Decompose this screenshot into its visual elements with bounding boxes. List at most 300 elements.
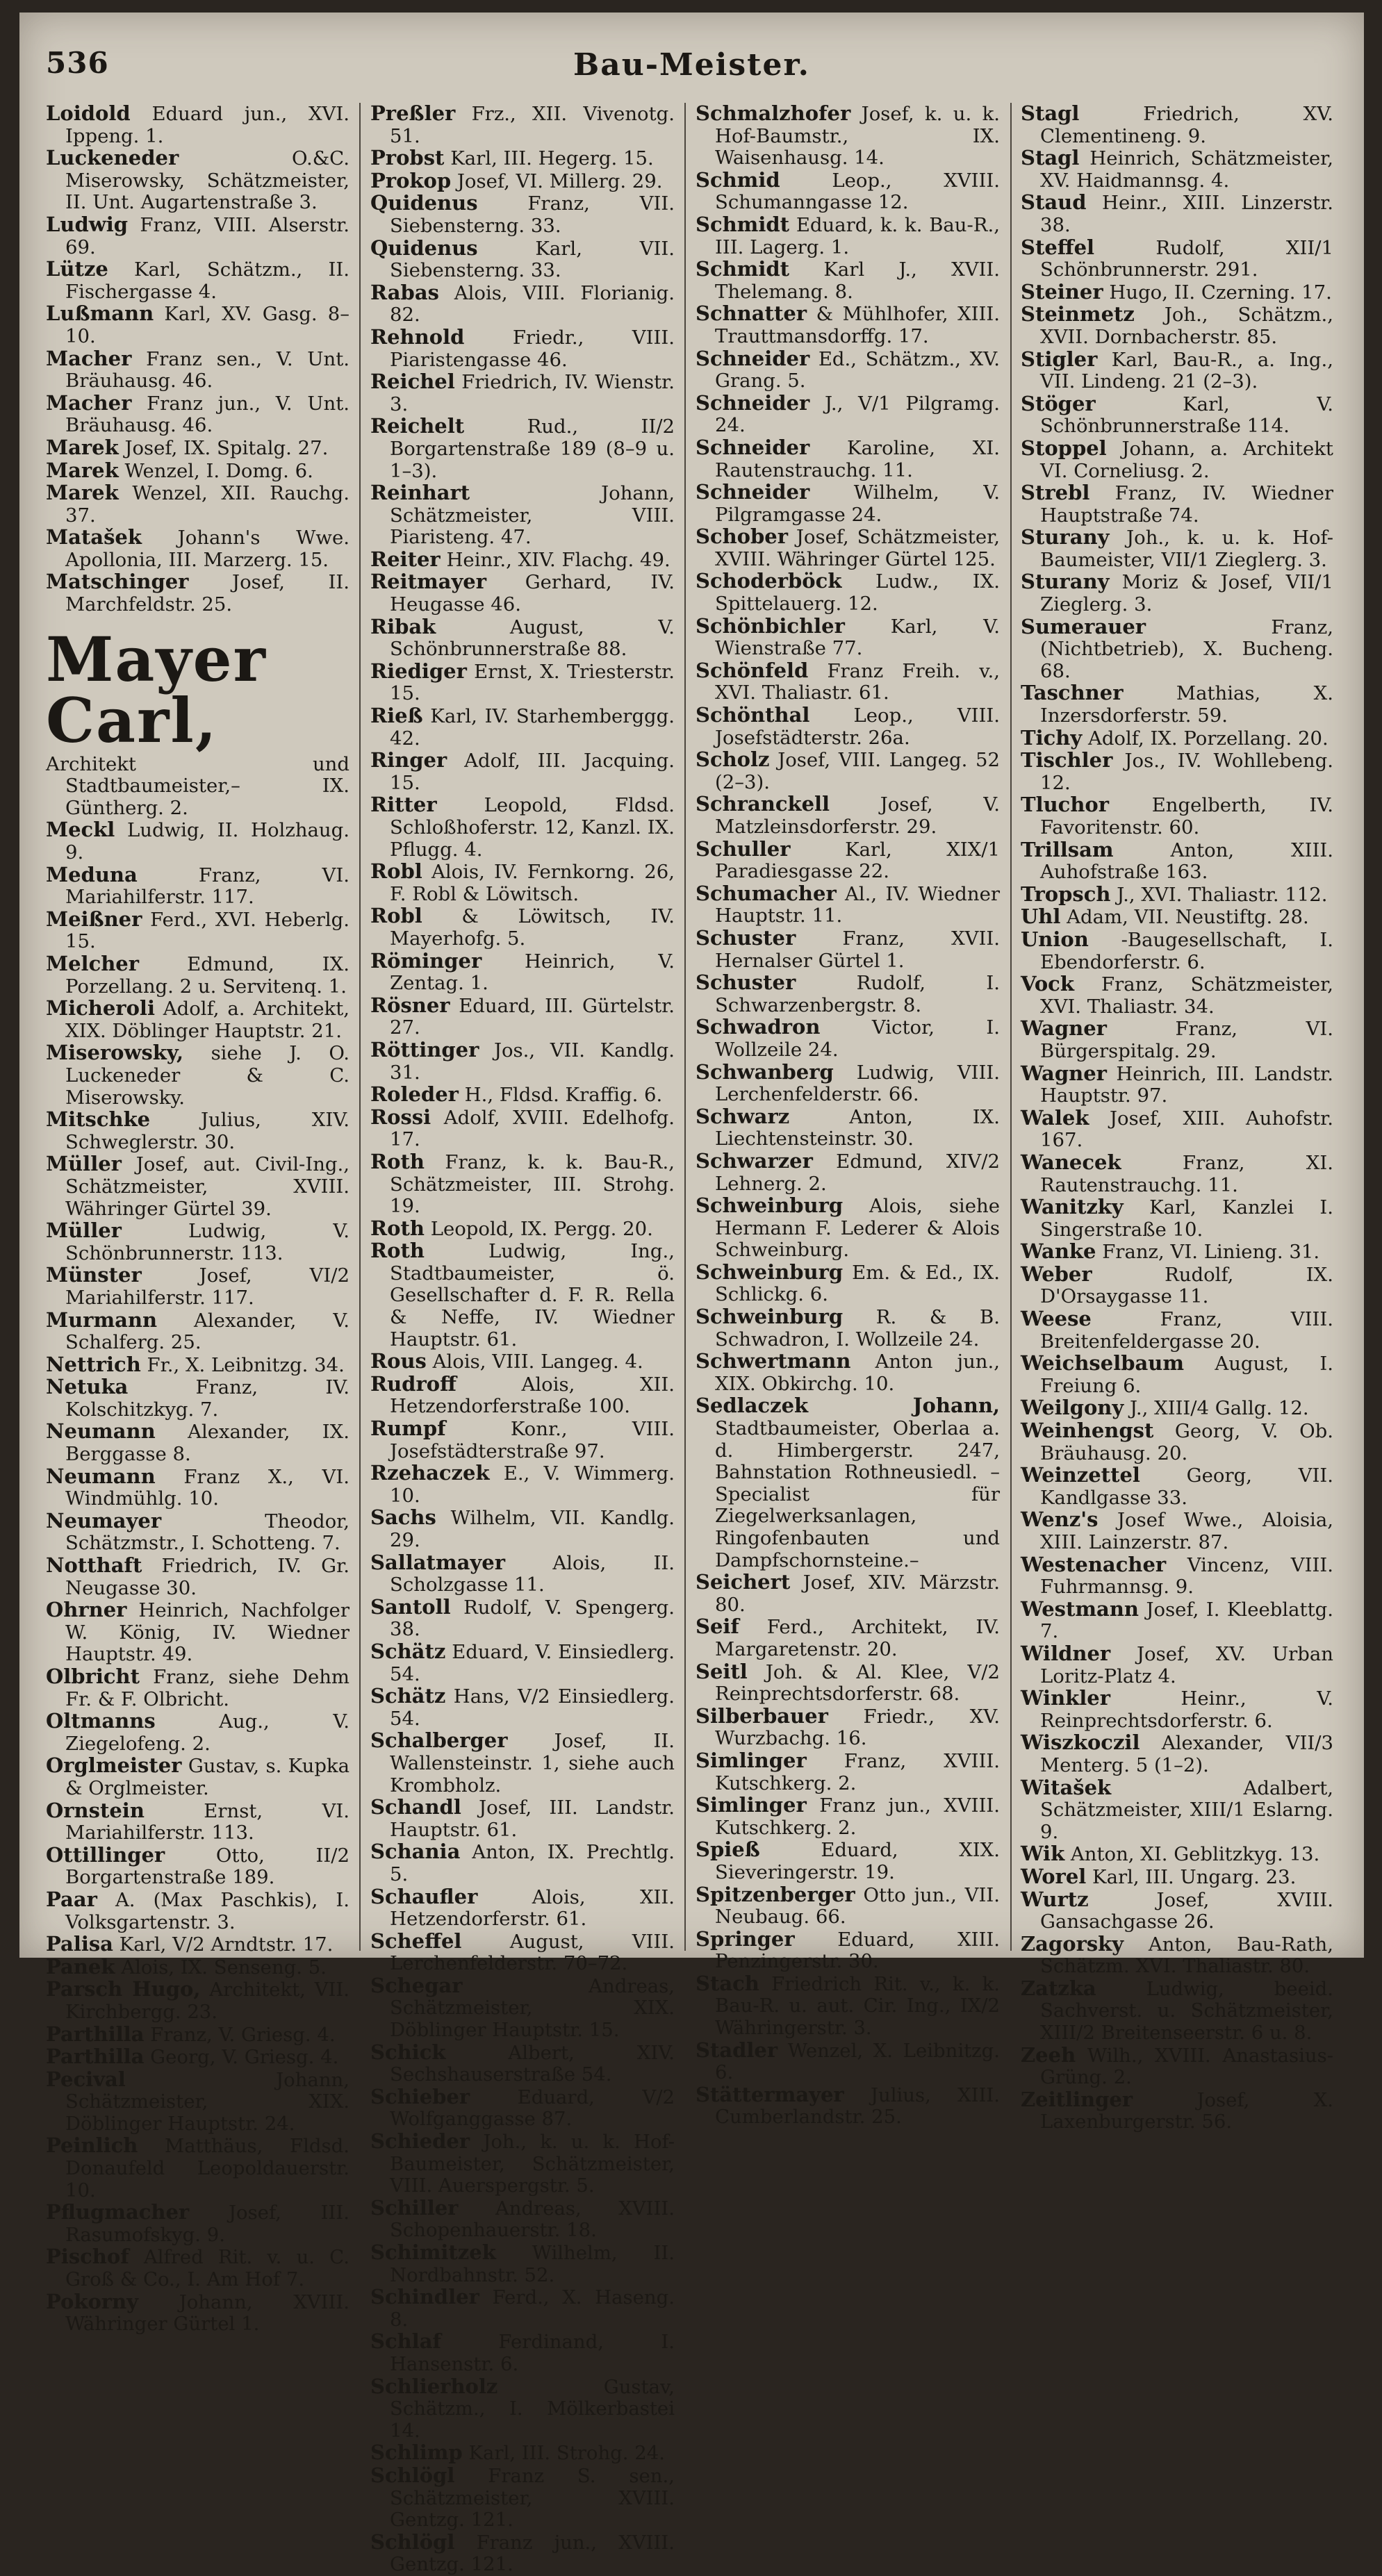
directory-entry xyxy=(696,660,1000,704)
directory-entry xyxy=(696,103,1000,170)
directory-entry xyxy=(1021,1777,1333,1844)
directory-entry xyxy=(1021,794,1333,839)
directory-entry xyxy=(370,2442,675,2465)
entry-name: Marek xyxy=(46,458,119,482)
entry-details: Leop., VIII. Josefstädterstr. 26a. xyxy=(715,704,1000,749)
entry-details: & Löwitsch, IV. Mayerhofg. 5. xyxy=(390,905,675,950)
entry-details: Franz, V. Griesg. 4. xyxy=(150,2023,336,2046)
entry-name: Spieß xyxy=(696,1838,760,1862)
entry-name: Marek xyxy=(46,481,119,505)
entry-name: Roth xyxy=(370,1239,425,1263)
entry-details: Ludwig, beeid. Sachverst. u. Schätzmeister, XIII/2 Breitenseerstr. 6 u. 8. xyxy=(1040,1977,1333,2045)
directory-entry xyxy=(370,1373,675,1418)
entry-details: Karoline, XI. Rautenstrauchg. 11. xyxy=(715,436,1000,481)
directory-entry xyxy=(370,616,675,661)
entry-name: Preßler xyxy=(370,101,456,125)
entry-name: Probst xyxy=(370,146,445,170)
directory-entry xyxy=(1021,482,1333,527)
directory-entry xyxy=(696,704,1000,749)
directory-entry xyxy=(370,324,675,371)
entry-name: Miserowsky, xyxy=(46,1041,184,1065)
entry-details: Gerhard, IV. Heugasse 46. xyxy=(390,571,675,616)
entry-name: Ohrner xyxy=(46,1598,127,1622)
entry-name: Schalberger xyxy=(370,1728,508,1753)
entry-name: Peinlich xyxy=(46,2133,138,2158)
entry-details: Mathias, X. Inzersdorferstr. 59. xyxy=(1040,682,1333,727)
entry-details: Ludwig, Ing., Stadtbaumeister, ö. Gesellschafter d. F. R. Rella & Neffe, IV. Wiedner Hauptstr. 61. xyxy=(390,1240,675,1351)
directory-entry xyxy=(696,390,1000,437)
entry-details: Adam, VII. Neustiftg. 28. xyxy=(1067,906,1309,929)
entry-name: Seif xyxy=(696,1615,739,1639)
directory-entry xyxy=(696,258,1000,303)
directory-entry xyxy=(370,2529,675,2576)
directory-entry xyxy=(46,1844,349,1889)
entry-details: Rudolf, I. Schwarzenbergstr. 8. xyxy=(715,972,1000,1016)
entry-name: Quidenus xyxy=(370,236,478,260)
entry-name: Sallatmayer xyxy=(370,1550,506,1574)
entry-details: Josef, XIII. Auhofstr. 167. xyxy=(1040,1107,1333,1152)
entry-name: Reichel xyxy=(370,370,455,394)
entry-name: Wik xyxy=(1021,1842,1065,1866)
entry-details: Matthäus, Fldsd. Donaufeld Leopoldauerstr. 10. xyxy=(65,2135,349,2202)
entry-name: Schmid xyxy=(696,167,780,192)
entry-details: Julius, XIII. Cumberlandstr. 25. xyxy=(715,2083,1000,2129)
entry-name: Paar xyxy=(46,1887,97,1911)
entry-details: Ferdinand, I. Hansenstr. 6. xyxy=(390,2331,675,2375)
directory-entry xyxy=(370,1462,675,1507)
entry-details: Friedrich, IV. Gr. Neugasse 30. xyxy=(65,1555,349,1599)
entry-details: Anton, IX. Liechtensteinstr. 30. xyxy=(715,1105,1000,1150)
entry-details: Alois, IV. Fernkorng. 26, F. Robl & Löwitsch. xyxy=(390,861,675,905)
entry-name: Schlimp xyxy=(370,2441,463,2465)
directory-entry xyxy=(46,527,349,571)
entry-name: Pecival xyxy=(46,2067,126,2091)
directory-entry xyxy=(1021,1241,1333,1264)
directory-entry xyxy=(696,167,1000,214)
directory-column-3 xyxy=(696,101,1001,2129)
entry-name: Matschinger xyxy=(46,570,189,594)
directory-entry xyxy=(46,1555,349,1599)
directory-entry xyxy=(696,1395,1000,1571)
directory-entry xyxy=(370,2286,675,2331)
entry-name: Wagner xyxy=(1021,1016,1107,1041)
directory-entry xyxy=(696,883,1000,927)
entry-name: Schmidt xyxy=(696,212,790,236)
entry-name: Schuster xyxy=(696,925,796,950)
directory-entry xyxy=(1021,527,1333,571)
entry-name: Rieß xyxy=(370,704,423,728)
entry-name: Winkler xyxy=(1021,1686,1110,1710)
entry-details: Franz S. sen., Schätzmeister, XVIII. Gentzg. 121. xyxy=(390,2464,675,2532)
directory-entry xyxy=(370,1730,675,1797)
directory-entry xyxy=(370,861,675,905)
entry-name: Stoppel xyxy=(1021,436,1107,460)
directory-entry xyxy=(370,1886,675,1931)
entry-details: Theodor, Schätzmstr., I. Schotteng. 7. xyxy=(65,1510,349,1555)
entry-name: Wanke xyxy=(1021,1239,1096,1264)
entry-details: Karl, V/2 Arndtstr. 17. xyxy=(119,1933,334,1956)
directory-entry xyxy=(1021,1353,1333,1397)
directory-entry xyxy=(46,1755,349,1799)
entry-details: Friedr., XV. Wurzbachg. 16. xyxy=(715,1705,1000,1750)
entry-name: Seichert xyxy=(696,1570,791,1594)
entry-details: Joh., k. u. k. Hof-Baumeister, Schätzmeister, VIII. Auerspergstr. 5. xyxy=(390,2131,675,2197)
page-header xyxy=(19,13,1364,82)
entry-name: Stagl xyxy=(1021,146,1080,170)
directory-entry xyxy=(1021,1196,1333,1241)
directory-entry xyxy=(46,1956,349,1979)
directory-entry xyxy=(1021,1308,1333,1353)
entry-details: Ferd., Architekt, IV. Margaretenstr. 20. xyxy=(715,1616,1000,1660)
entry-details: Friedrich, IV. Wienstr. 3. xyxy=(390,371,675,415)
directory-entry xyxy=(370,1107,675,1151)
entry-details: Leopold, Fldsd. Schloßhoferstr. 12, Kanzl. IX. Pflugg. 4. xyxy=(390,794,675,861)
entry-details: O.&C. Miserowsky, Schätzmeister, II. Unt. Augartenstraße 3. xyxy=(65,147,349,214)
entry-name: Seitl xyxy=(696,1659,748,1683)
entry-details: Karl, VII. Siebensterng. 33. xyxy=(390,237,675,282)
entry-details: Heinrich, Nachfolger W. König, IV. Wiedner Hauptstr. 49. xyxy=(65,1599,349,1666)
entry-details: Stadtbaumeister, Oberlaa a. d. Himbergerstr. 247, Bahnstation Rothneusiedl. –Specialist für Ziegelwerksanlagen, Ringofenbauten und Dampfschornsteine.– xyxy=(715,1417,1000,1571)
entry-name: Schönbichler xyxy=(696,613,845,638)
entry-details: Karl, IV. Starhemberggg. 42. xyxy=(390,705,675,750)
entry-name: Melcher xyxy=(46,952,140,975)
directory-entry xyxy=(370,2197,675,2242)
directory-entry xyxy=(696,1351,1000,1395)
entry-name: Schneider xyxy=(696,390,810,415)
directory-entry xyxy=(370,238,675,282)
entry-name: Schweinburg xyxy=(696,1305,844,1329)
directory-entry xyxy=(46,1510,349,1555)
entry-name: Schuller xyxy=(696,836,791,861)
entry-name: Walek xyxy=(1021,1105,1089,1130)
directory-entry xyxy=(1021,349,1333,393)
directory-entry xyxy=(696,1839,1000,1883)
entry-details: Josef, I. Kleeblattg. 7. xyxy=(1040,1598,1334,1643)
directory-entry xyxy=(1021,1063,1333,1107)
directory-entry xyxy=(1021,1464,1333,1509)
directory-entry xyxy=(1021,1018,1333,1062)
entry-details: Adolf, XVIII. Edelhofg. 17. xyxy=(390,1106,675,1151)
directory-entry xyxy=(696,1016,1000,1061)
directory-entry xyxy=(370,549,675,572)
directory-entry xyxy=(370,147,675,170)
entry-name: Schwarz xyxy=(696,1104,790,1128)
entry-name: Tluchor xyxy=(1021,793,1110,817)
directory-entry xyxy=(46,1042,349,1109)
entry-details: Josef, Schätzmeister, XVIII. Währinger Gürtel 125. xyxy=(715,526,1000,570)
entry-name: Weese xyxy=(1021,1307,1092,1331)
entry-name: Schweinburg xyxy=(696,1194,844,1218)
entry-details: Victor, I. Wollzeile 24. xyxy=(715,1016,1000,1061)
entry-details: August, VIII. Lerchenfelderstr. 70–72. xyxy=(390,1930,675,1975)
entry-details: Eduard, k. k. Bau-R., III. Lagerg. 1. xyxy=(715,213,1000,258)
entry-name: Tischler xyxy=(1021,748,1113,773)
directory-entry xyxy=(46,2246,349,2290)
entry-details: E., V. Wimmerg. 10. xyxy=(390,1462,675,1507)
entry-name: Schober xyxy=(696,525,789,549)
entry-name: Simlinger xyxy=(696,1793,807,1817)
directory-entry xyxy=(696,1703,1000,1750)
directory-entry xyxy=(370,1685,675,1730)
entry-details: Joh. & Al. Klee, V/2 Reinprechtsdorferstr. 68. xyxy=(715,1660,1001,1706)
entry-details: Hugo, II. Czerning. 17. xyxy=(1109,281,1332,304)
entry-details: Josef, II. Marchfeldstr. 25. xyxy=(65,571,349,616)
directory-entry xyxy=(46,147,349,214)
entry-name: Müller xyxy=(46,1219,122,1243)
entry-name: Rumpf xyxy=(370,1417,446,1441)
directory-entry xyxy=(46,1153,349,1220)
directory-entry xyxy=(46,1889,349,1933)
entry-name: Matašek xyxy=(46,525,142,550)
directory-entry xyxy=(696,2040,1000,2084)
entry-details: J., V/1 Pilgramg. 24. xyxy=(715,392,1000,437)
entry-name: Stadler xyxy=(696,2038,778,2062)
entry-name: Sedlaczek Johann, xyxy=(696,1394,1000,1418)
directory-entry xyxy=(46,1354,349,1377)
directory-entry xyxy=(370,571,675,616)
entry-details: Friedr., VIII. Piaristengasse 46. xyxy=(390,326,675,371)
directory-entry xyxy=(46,754,349,820)
entry-details: Franz X., VI. Windmühlg. 10. xyxy=(65,1465,349,1510)
entry-details: Franz jun., V. Unt. Bräuhausg. 46. xyxy=(65,392,350,437)
directory-entry xyxy=(696,1106,1000,1150)
entry-details: Em. & Ed., IX. Schlickg. 6. xyxy=(715,1261,1000,1306)
entry-name: Schuster xyxy=(696,971,796,995)
directory-entry xyxy=(370,794,675,861)
entry-name: Schwarzer xyxy=(696,1148,813,1173)
entry-name: Schönfeld xyxy=(696,658,809,682)
entry-name: Micheroli xyxy=(46,996,155,1021)
directory-entry xyxy=(46,303,349,347)
entry-details: Wilh., XVIII. Anastasius-Grüng. 2. xyxy=(1040,2044,1333,2089)
entry-details: Franz, XVIII. Kutschkerg. 2. xyxy=(715,1749,1000,1794)
directory-entry xyxy=(696,437,1000,481)
entry-details: Jos., VII. Kandlg. 31. xyxy=(390,1039,675,1084)
directory-entry xyxy=(46,953,349,998)
entry-name: Ornstein xyxy=(46,1798,145,1822)
entry-name: Marek xyxy=(46,435,119,459)
directory-entry xyxy=(696,1571,1000,1616)
entry-details: Karl, III. Strohg. 24. xyxy=(468,2442,665,2465)
directory-column-2 xyxy=(370,101,675,2576)
entry-details: Architekt und Stadtbaumeister,– IX. Güntherg. 2. xyxy=(46,752,349,819)
entry-details: Alois, XII. Hetzendorferstraße 100. xyxy=(390,1373,675,1418)
entry-details: Hans, V/2 Einsiedlerg. 54. xyxy=(390,1685,675,1730)
entry-name: Ottillinger xyxy=(46,1842,165,1867)
entry-name: Schimitzek xyxy=(370,2240,496,2264)
entry-details: Josef, k. u. k. Hof-Baumstr., IX. Waisenhausg. 14. xyxy=(715,103,1000,170)
entry-details: Karl J., XVII. Thelemang. 8. xyxy=(715,258,1000,303)
directory-entry xyxy=(1021,147,1333,192)
entry-details: Josef, VI/2 Mariahilferstr. 117. xyxy=(65,1264,349,1309)
directory-entry xyxy=(46,2069,349,2136)
entry-name: Santoll xyxy=(370,1594,451,1619)
entry-details: Julius, XIV. Schweglerstr. 30. xyxy=(65,1109,349,1153)
directory-entry xyxy=(370,1841,675,1885)
entry-details: Alois, II. Scholzgasse 11. xyxy=(390,1551,675,1596)
page-number: 536 xyxy=(46,46,109,80)
entry-name: Neumayer xyxy=(46,1508,162,1533)
entry-details: Franz, k. k. Bau-R., Schätzmeister, III. Strohg. 19. xyxy=(390,1150,675,1218)
entry-name: Schieder xyxy=(370,2129,470,2154)
entry-name: Murmann xyxy=(46,1307,158,1332)
directory-entry xyxy=(46,1109,349,1153)
entry-name: Weber xyxy=(1021,1262,1092,1286)
directory-entry xyxy=(1021,1933,1333,1978)
entry-name: Roth xyxy=(370,1216,425,1240)
entry-name: Weinzettel xyxy=(1021,1463,1140,1487)
entry-details: Alexander, VII/3 Menterg. 5 (1–2). xyxy=(1040,1732,1333,1776)
entry-details: Josef, XIV. Märzstr. 80. xyxy=(715,1571,1000,1616)
entry-details: R. & B. Schwadron, I. Wollzeile 24. xyxy=(715,1306,1000,1351)
directory-entry xyxy=(46,1599,349,1666)
directory-entry xyxy=(696,570,1000,615)
entry-name: Schiller xyxy=(370,2195,459,2220)
entry-details: Wilhelm, VII. Kandlg. 29. xyxy=(390,1507,675,1551)
entry-details: Alois, siehe Hermann F. Lederer & Alois Schweinburg. xyxy=(715,1195,1000,1262)
directory-entry xyxy=(370,2465,675,2532)
entry-name: Trillsam xyxy=(1021,837,1114,861)
directory-entry xyxy=(1021,571,1333,616)
entry-name: Schmalzhofer xyxy=(696,101,851,125)
directory-entry xyxy=(370,2376,675,2443)
entry-name: Münster xyxy=(46,1263,142,1287)
entry-name: Zeitlinger xyxy=(1021,2087,1133,2111)
entry-details: & Mühlhofer, XIII. Trauttmansdorffg. 17. xyxy=(715,303,1000,347)
entry-name: Taschner xyxy=(1021,681,1124,705)
directory-entry xyxy=(46,2135,349,2202)
entry-details: Ludwig, II. Holzhaug. 9. xyxy=(65,819,349,864)
directory-entry xyxy=(696,1262,1000,1306)
entry-details: A. (Max Paschkis), I. Volksgartenstr. 3. xyxy=(65,1888,349,1933)
directory-entry xyxy=(370,1641,675,1685)
entry-name: Reinhart xyxy=(370,481,470,505)
entry-details: Franz, VI. Bürgerspitalg. 29. xyxy=(1040,1018,1333,1062)
entry-name: Schumacher xyxy=(696,881,837,905)
entry-details: Engelberth, IV. Favoritenstr. 60. xyxy=(1040,794,1333,839)
entry-details: Leopold, IX. Pergg. 20. xyxy=(430,1217,653,1240)
entry-name: Wiszkoczil xyxy=(1021,1731,1140,1755)
entry-details: Josef, IX. Spitalg. 27. xyxy=(124,436,329,459)
entry-details: Josef, VIII. Langeg. 52 (2–3). xyxy=(715,749,1000,793)
directory-entry xyxy=(46,1800,349,1844)
column-divider xyxy=(1010,103,1012,1951)
entry-details: Aug., V. Ziegelofeng. 2. xyxy=(65,1710,349,1755)
entry-name: Robl xyxy=(370,859,422,884)
directory-entry xyxy=(696,303,1000,347)
entry-name: Schätz xyxy=(370,1684,446,1708)
directory-column-1 xyxy=(46,101,350,2336)
entry-details: Alexander, IX. Berggasse 8. xyxy=(65,1421,349,1466)
entry-name: Schindler xyxy=(370,2285,479,2309)
entry-details: Wilhelm, V. Pilgramgasse 24. xyxy=(715,481,1000,526)
directory-entry xyxy=(46,2291,349,2336)
directory-entry xyxy=(1021,103,1333,147)
directory-entry xyxy=(1021,1866,1333,1889)
entry-name: Wagner xyxy=(1021,1061,1107,1085)
entry-name: Müller xyxy=(46,1152,122,1176)
entry-name: Scholz xyxy=(696,748,770,772)
directory-entry xyxy=(370,170,675,193)
entry-details: H., Fldsd. Kraffig. 6. xyxy=(464,1084,663,1107)
entry-details: Eduard, V/2 Wolfganggasse 87. xyxy=(390,2086,675,2131)
directory-entry xyxy=(1021,237,1333,281)
entry-details: Ferd., X. Haseng. 8. xyxy=(390,2286,675,2331)
directory-entry xyxy=(696,927,1000,972)
entry-details: Johann's Wwe. Apollonia, III. Marzerg. 15. xyxy=(65,527,349,571)
entry-name: Schweinburg xyxy=(696,1260,844,1284)
entry-details: Moriz & Josef, VII/1 Zieglerg. 3. xyxy=(1040,571,1333,616)
entry-details: Franz, IV. Kolschitzkyg. 7. xyxy=(65,1376,349,1421)
entry-details: Georg, V. Griesg. 4. xyxy=(150,2046,339,2069)
featured-listing xyxy=(46,622,349,757)
entry-details: Friedrich, XV. Clementineng. 9. xyxy=(1040,103,1333,147)
entry-details: Franz sen., V. Unt. Bräuhausg. 46. xyxy=(65,347,349,393)
directory-entry xyxy=(46,998,349,1042)
entry-name: Notthaft xyxy=(46,1553,142,1578)
entry-details: Heinrich, III. Landstr. Hauptstr. 97. xyxy=(1040,1062,1333,1107)
entry-details: Ludwig, VIII. Lerchenfelderstr. 66. xyxy=(715,1061,1000,1106)
entry-details: Eduard jun., XVI. Ippeng. 1. xyxy=(65,103,349,147)
entry-details: Fr., X. Leibnitzg. 34. xyxy=(147,1353,345,1376)
directory-entry xyxy=(46,348,349,393)
directory-entry xyxy=(1021,682,1333,727)
entry-name: Zagorsky xyxy=(1021,1931,1124,1956)
entry-details: Ernst, VI. Mariahilferstr. 113. xyxy=(65,1799,349,1844)
entry-name: Sumerauer xyxy=(1021,614,1146,638)
entry-details: Johann, Schätzmeister, XIX. Döblinger Hauptstr. 24. xyxy=(65,2068,349,2135)
entry-name: Wanitzky xyxy=(1021,1195,1124,1219)
directory-entry xyxy=(370,371,675,415)
directory-entry xyxy=(1021,1397,1333,1420)
directory-entry xyxy=(46,1710,349,1755)
entry-name: Parthilla xyxy=(46,2045,145,2069)
entry-details: Franz, XVII. Hernalser Gürtel 1. xyxy=(715,927,1000,972)
entry-name: Stigler xyxy=(1021,347,1098,371)
entry-name: Simlinger xyxy=(696,1748,807,1772)
entry-name: Rösner xyxy=(370,993,450,1017)
entry-details: Architekt, VII. Kirchbergg. 23. xyxy=(65,1979,349,2023)
entry-name: Orglmeister xyxy=(46,1753,182,1778)
entry-details: Josef, VI. Millerg. 29. xyxy=(456,170,663,192)
directory-entry xyxy=(370,2331,675,2375)
entry-name: Netuka xyxy=(46,1375,129,1399)
entry-details: siehe J. O. Luckeneder & C. Miserowsky. xyxy=(65,1042,349,1109)
entry-details: Albert, XIV. Sechshauserstraße 54. xyxy=(390,2041,675,2086)
entry-details: Adalbert, Schätzmeister, XIII/1 Eslarng. 9. xyxy=(1040,1776,1333,1843)
entry-name: Steinmetz xyxy=(1021,302,1135,327)
directory-entry xyxy=(46,460,349,483)
entry-name: Reitmayer xyxy=(370,570,487,594)
entry-name: Macher xyxy=(46,346,132,370)
entry-name: Ringer xyxy=(370,748,447,773)
entry-details: Heinr., XIII. Linzerstr. 38. xyxy=(1040,192,1334,236)
directory-entry xyxy=(1021,727,1333,750)
entry-details: Anton, XI. Geblitzkyg. 13. xyxy=(1070,1843,1320,1866)
directory-entry xyxy=(46,909,349,953)
entry-details: Josef, V. Matzleinsdorferstr. 29. xyxy=(715,793,1000,838)
entry-name: Sachs xyxy=(370,1505,436,1530)
entry-details: Franz, VI. Linieng. 31. xyxy=(1102,1241,1320,1264)
entry-details: Franz, VII. Siebensterng. 33. xyxy=(390,192,675,237)
entry-details: Ludwig, V. Schönbrunnerstr. 113. xyxy=(65,1220,349,1264)
entry-name: Sturany xyxy=(1021,525,1110,550)
column-divider xyxy=(359,103,361,1951)
entry-details: Andreas, Schätzmeister, XIX. Döblinger Hauptstr. 15. xyxy=(390,1974,675,2042)
directory-entry xyxy=(370,1084,675,1107)
entry-details: Alois, IX. Senseng. 5. xyxy=(121,1956,327,1979)
entry-details: August, I. Freiung 6. xyxy=(1040,1353,1333,1397)
